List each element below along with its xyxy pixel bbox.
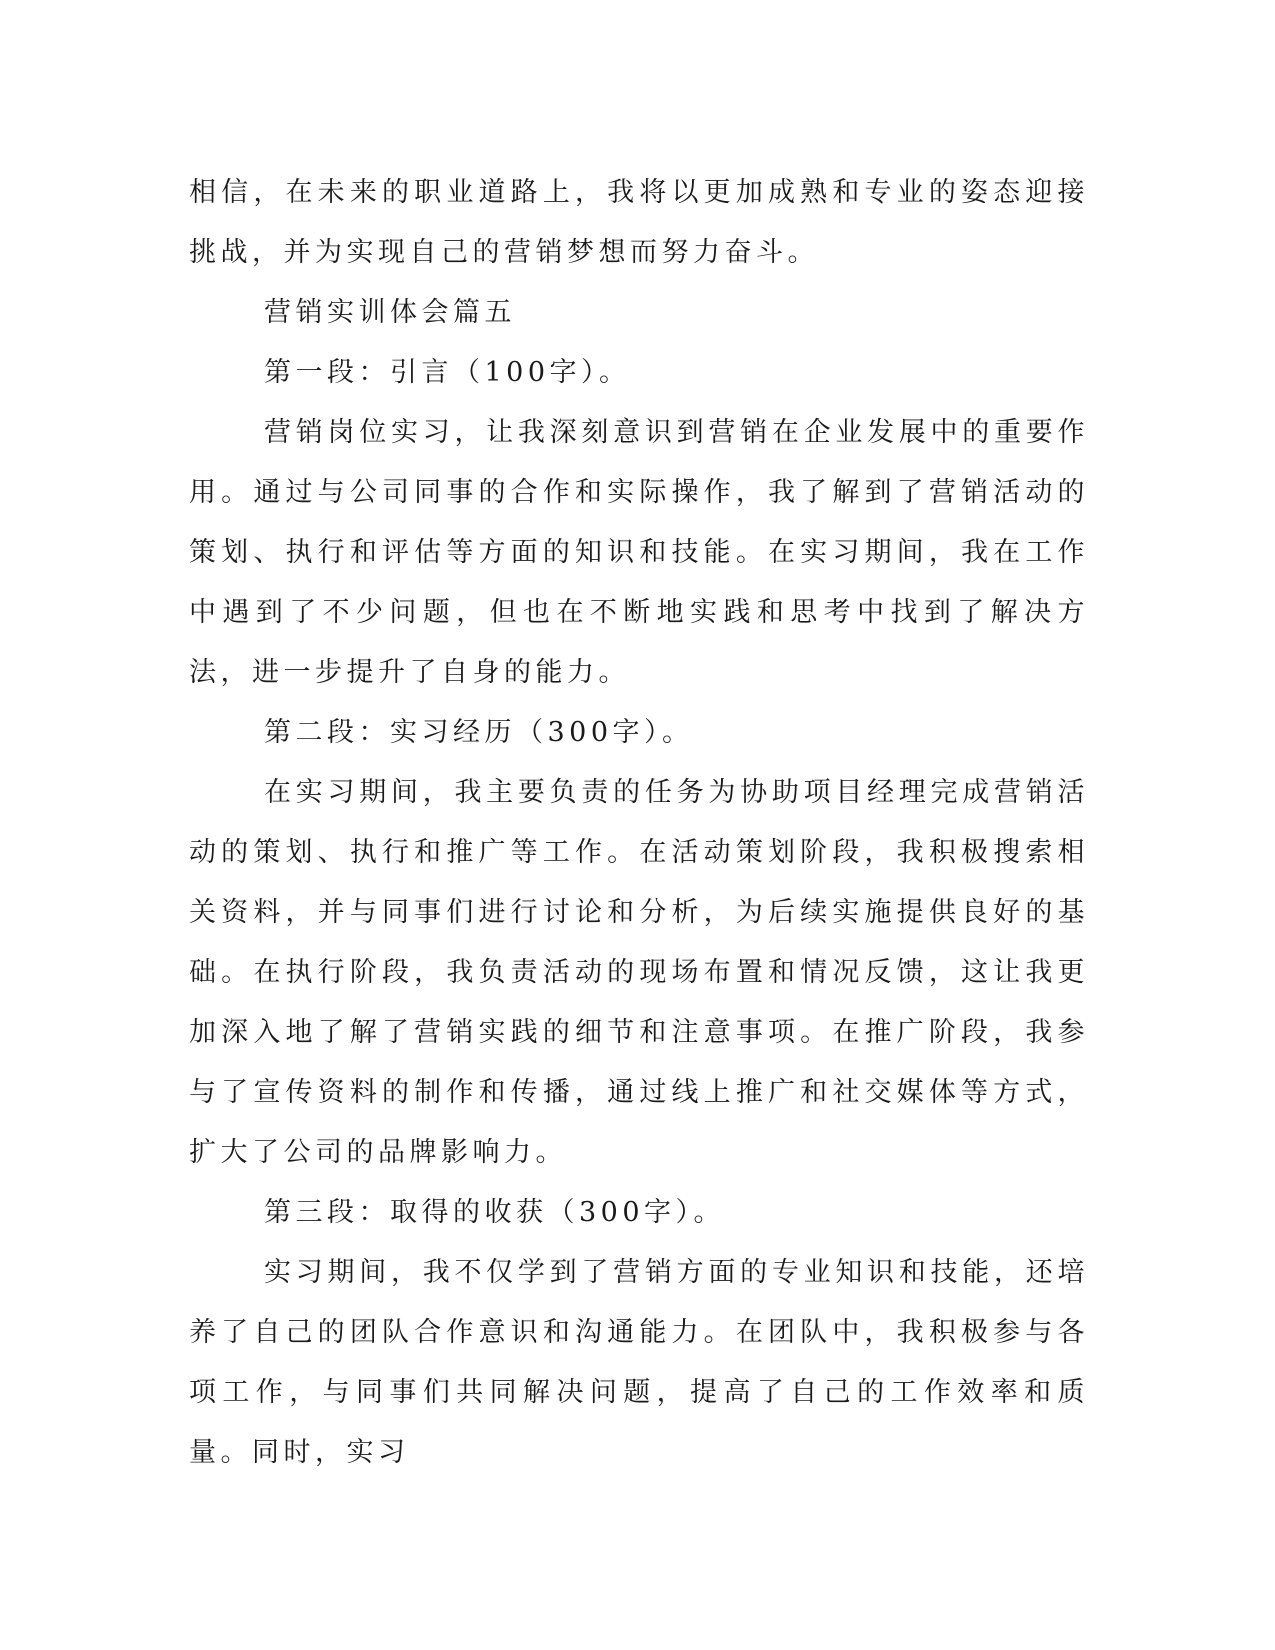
subsection-heading-1: 第一段：引言（100字）。 [264, 357, 631, 388]
paragraph-experience: 在实习期间，我主要负责的任务为协助项目经理完成营销活动的策划、执行和推广等工作。在活动策划阶段，我积极搜索相关资料，并与同事们进行讨论和分析，为后续实施提供良好的基础。在执行阶段，我负责活动的现场布置和情况反馈，这让我更加深入地了解了营销实践的细节和注意事项。在推广阶段，我参与了宣传资料的制作和传播，通过线上推广和社交媒体等方式，扩大了公司的品牌影响力。 [189, 777, 1089, 1168]
subsection-heading-2: 第二段：实习经历（300字）。 [264, 717, 694, 748]
section-title: 营销实训体会篇五 [264, 297, 516, 328]
paragraph-closing-previous: 相信，在未来的职业道路上，我将以更加成熟和专业的姿态迎接挑战，并为实现自己的营销梦想而努力奋斗。 [189, 177, 1089, 268]
paragraph-gains: 实习期间，我不仅学到了营销方面的专业知识和技能，还培养了自己的团队合作意识和沟通能力。在团队中，我积极参与各项工作，与同事们共同解决问题，提高了自己的工作效率和质量。同时，实习 [189, 1257, 1089, 1468]
subsection-heading-3: 第三段：取得的收获（300字）。 [264, 1197, 726, 1228]
paragraph-intro: 营销岗位实习，让我深刻意识到营销在企业发展中的重要作用。通过与公司同事的合作和实际操作，我了解到了营销活动的策划、执行和评估等方面的知识和技能。在实习期间，我在工作中遇到了不少问题，但也在不断地实践和思考中找到了解决方法，进一步提升了自身的能力。 [189, 417, 1089, 688]
document-body [189, 163, 1089, 1483]
